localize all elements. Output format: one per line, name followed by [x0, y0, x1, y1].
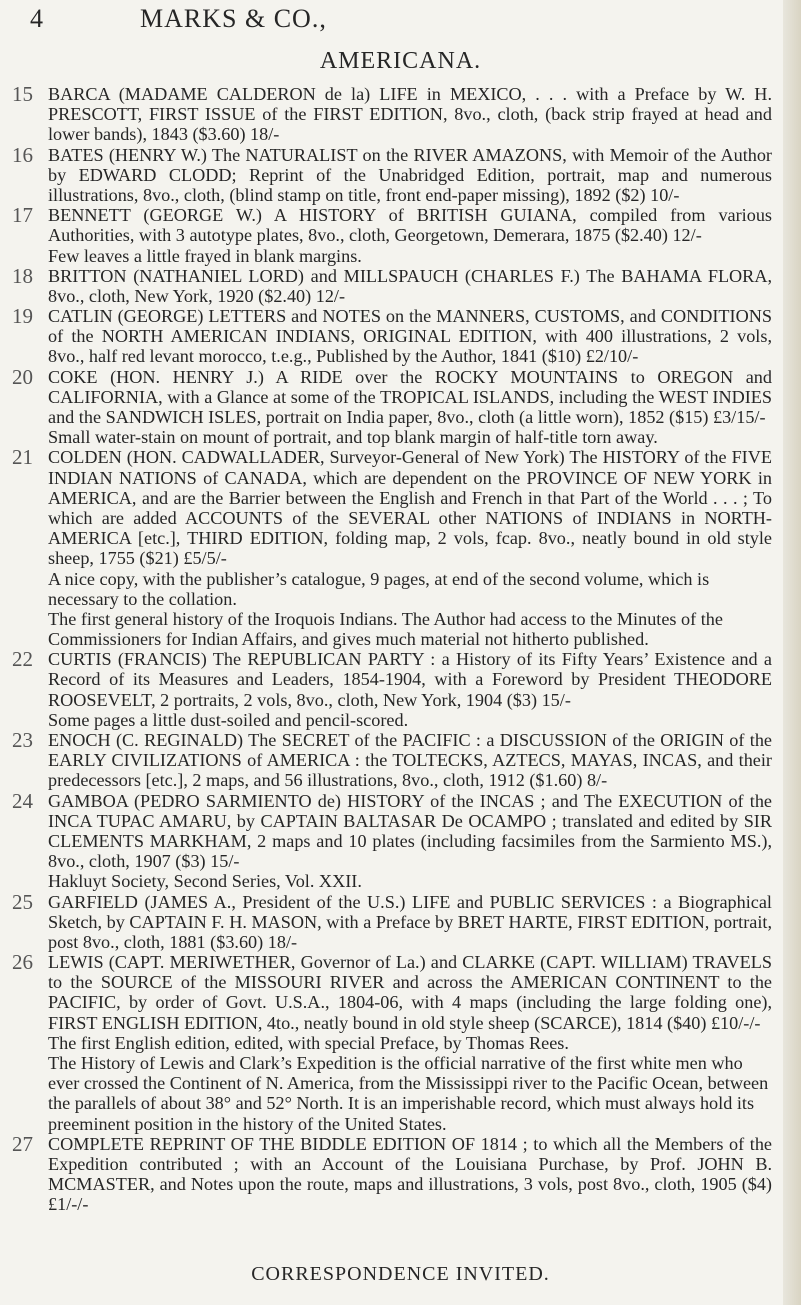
- entry-number: 17: [12, 203, 33, 228]
- entry-number: 19: [12, 304, 33, 329]
- page-edge: [783, 0, 801, 1305]
- catalogue-entry: [12, 306, 772, 367]
- entry-text: COLDEN (HON. CADWALLADER, Surveyor-General of New York) The HISTORY of the FIVE INDIAN NATIONS of CANADA, which are dependent on the PROVINCE OF NEW YORK in AMERICA, and are the Barrier between the English and French in that Part of the World . . . ; To which are added ACCOUNTS of the SEVERAL other NATIONS of INDIANS in NORTH-AMERICA [etc.], THIRD EDITION, folding map, 2 vols, fcap. 8vo., neatly bound in old style sheep, 1755 ($21) £5/5/-: [48, 447, 772, 569]
- catalogue-entry: [12, 205, 772, 266]
- entry-number: 22: [12, 647, 33, 672]
- entry-text: BATES (HENRY W.) The NATURALIST on the RIVER AMAZONS, with Memoir of the Author by EDWARD CLODD; Reprint of the Unabridged Edition, portrait, map and numerous illustrations, 8vo., cloth, (blind stamp on title, front end-paper missing), 1892 ($2) 10/-: [48, 144, 772, 205]
- entry-note: Some pages a little dust-soiled and pencil-scored.: [48, 709, 409, 730]
- entry-text: CATLIN (GEORGE) LETTERS and NOTES on the MANNERS, CUSTOMS, and CONDITIONS of the NORTH AMERICAN INDIANS, ORIGINAL EDITION, with 400 illustrations, 2 vols, 8vo., half red levant morocco, t.e.g., Published by the Author, 1841 ($10) £2/10/-: [48, 306, 772, 367]
- entry-text: BENNETT (GEORGE W.) A HISTORY of BRITISH GUIANA, compiled from various Authorities, with 3 autotype plates, 8vo., cloth, Georgetown, Demerara, 1875 ($2.40) 12/-: [48, 205, 772, 246]
- catalogue-entry: [12, 952, 772, 1134]
- entry-text: LEWIS (CAPT. MERIWETHER, Governor of La.) and CLARKE (CAPT. WILLIAM) TRAVELS to the SOURCE of the MISSOURI RIVER and across the AMERICAN CONTINENT to the PACIFIC, by order of Govt. U.S.A., 1804-06, with 4 maps (including the large folding one), FIRST ENGLISH EDITION, 4to., neatly bound in old style sheep (SCARCE), 1814 ($40) £10/-/-: [48, 952, 772, 1033]
- entry-text: BRITTON (NATHANIEL LORD) and MILLSPAUCH (CHARLES F.) The BAHAMA FLORA, 8vo., cloth, New York, 1920 ($2.40) 12/-: [48, 265, 772, 306]
- footer-note: CORRESPONDENCE INVITED.: [251, 1263, 550, 1285]
- catalogue-entry: [12, 730, 772, 791]
- entry-list: [12, 84, 772, 1215]
- entry-text: GARFIELD (JAMES A., President of the U.S.) LIFE and PUBLIC SERVICES : a Biographical Sketch, by CAPTAIN F. H. MASON, with a Preface by BRET HARTE, FIRST EDITION, portrait, post 8vo., cloth, 1881 ($3.60) 18/-: [48, 891, 772, 952]
- page-number: 4: [30, 4, 43, 33]
- entry-text: BARCA (MADAME CALDERON de la) LIFE in MEXICO, . . . with a Preface by W. H. PRESCOTT, FIRST ISSUE of the FIRST EDITION, 8vo., cloth, (back strip frayed at head and lower bands), 1843 ($3.60) 18/-: [48, 84, 772, 145]
- entry-number: 26: [12, 950, 33, 975]
- catalogue-entry: [12, 364, 772, 448]
- entry-note: The first English edition, edited, with special Preface, by Thomas Rees.: [48, 1032, 569, 1053]
- entry-number: 27: [12, 1131, 33, 1156]
- entry-text: GAMBOA (PEDRO SARMIENTO de) HISTORY of the INCAS ; and The EXECUTION of the INCA TUPAC AMARU, by CAPTAIN BALTASAR De OCAMPO ; translated and edited by SIR CLEMENTS MARKHAM, 2 maps and 10 plates (including facsimiles from the Sarmiento MS.), 8vo., cloth, 1907 ($3) 15/-: [48, 790, 772, 872]
- entry-text: COMPLETE REPRINT OF THE BIDDLE EDITION OF 1814 ; to which all the Members of the Expedition contributed ; with an Account of the Louisiana Purchase, by Prof. JOHN B. MCMASTER, and Notes upon the route, maps and illustrations, 3 vols, post 8vo., cloth, 1905 ($4) £1/-/-: [48, 1133, 772, 1215]
- entry-note: Hakluyt Society, Second Series, Vol. XXII.: [48, 871, 362, 892]
- entry-number: 16: [12, 142, 33, 167]
- entry-note: Few leaves a little frayed in blank margins.: [48, 245, 362, 266]
- catalogue-entry: [12, 649, 772, 730]
- entry-number: 20: [12, 364, 33, 389]
- catalogue-entry: [12, 263, 772, 306]
- entry-text: COKE (HON. HENRY J.) A RIDE over the ROCKY MOUNTAINS to OREGON and CALIFORNIA, with a Glance at some of the TROPICAL ISLANDS, including the WEST INDIES and the SANDWICH ISLES, portrait on India paper, 8vo., cloth (a little worn), 1852 ($15) £3/15/-: [48, 366, 772, 427]
- entry-note: The History of Lewis and Clark’s Expedition is the official narrative of the first white men who ever crossed the Continent of N. America, from the Mississippi river to the Pacific Ocean, between the parallels of about 38° and 52° North. It is an imperishable record, which must always hold its preeminent position in the history of the United States.: [48, 1053, 769, 1134]
- entry-note: Small water-stain on mount of portrait, and top blank margin of half-title torn away.: [48, 427, 658, 448]
- entry-text: CURTIS (FRANCIS) The REPUBLICAN PARTY : a History of its Fifty Years’ Existence and a Record of its Measures and Leaders, 1854-1904, with a Foreword by President THEODORE ROOSEVELT, 2 portraits, 2 vols, 8vo., cloth, New York, 1904 ($3) 15/-: [48, 649, 772, 710]
- entry-note: The first general history of the Iroquois Indians. The Author had access to the Minutes of the Commissioners for Indian Affairs, and gives much material not hitherto published.: [48, 608, 723, 650]
- entry-number: 18: [12, 263, 33, 288]
- catalogue-entry: [12, 889, 772, 953]
- entry-note: A nice copy, with the publisher’s catalogue, 9 pages, at end of the second volume, which is necessary to the collation.: [48, 568, 710, 609]
- section-title: AMERICANA.: [319, 48, 482, 74]
- catalogue-entry: [12, 447, 772, 649]
- catalogue-entry: [12, 1131, 772, 1215]
- catalogue-entry: [12, 788, 772, 892]
- entry-number: 15: [12, 82, 33, 106]
- page-header: [30, 4, 781, 38]
- entry-number: 23: [12, 728, 33, 752]
- catalogue-entry: [12, 142, 772, 206]
- running-title: MARKS & CO.,: [140, 4, 327, 33]
- entry-number: 25: [12, 889, 33, 914]
- catalogue-entry: [12, 84, 772, 145]
- entry-number: 24: [12, 788, 33, 813]
- entry-text: ENOCH (C. REGINALD) The SECRET of the PACIFIC : a DISCUSSION of the ORIGIN of the EARLY CIVILIZATIONS of AMERICA : the TOLTECKS, AZTECS, MAYAS, INCAS, and their predecessors [etc.], 2 maps, and 56 illustrations, 8vo., cloth, 1912 ($1.60) 8/-: [48, 730, 772, 791]
- entry-number: 21: [12, 445, 33, 470]
